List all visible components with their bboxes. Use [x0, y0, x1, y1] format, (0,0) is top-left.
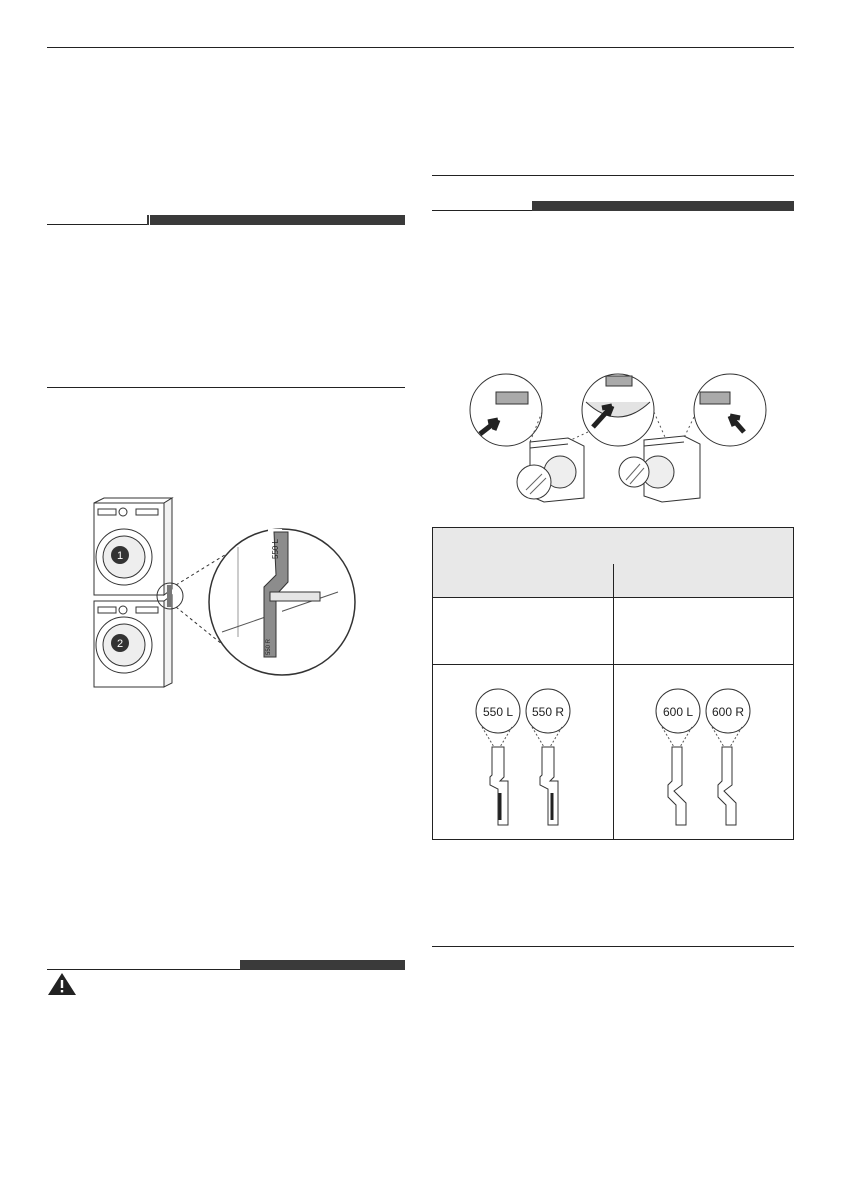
- bracket-table: [432, 527, 794, 840]
- callout-2: 2: [116, 638, 124, 650]
- warning-header-bar: [47, 960, 405, 970]
- right-section-header-bar: [432, 201, 794, 211]
- stacking-figure: [88, 497, 358, 689]
- bottom-section-rule: [432, 946, 794, 947]
- top-rule: [47, 47, 794, 48]
- section-header-bar: [47, 215, 405, 225]
- callout-1: 1: [116, 550, 124, 562]
- table-subheader-right: [614, 564, 793, 598]
- bracket-label-550r: 550 R: [531, 705, 565, 719]
- bracket-550-figure: [468, 685, 578, 830]
- table-divider: [613, 564, 614, 840]
- table-header-row: [433, 528, 793, 565]
- section-rule: [47, 387, 405, 388]
- bracket-label-550l: 550 L: [482, 705, 514, 719]
- table-row-divider: [433, 664, 793, 665]
- bracket-label-600l: 600 L: [662, 705, 694, 719]
- label-location-figure: [468, 372, 768, 510]
- bracket-label-600r: 600 R: [711, 705, 745, 719]
- bracket-label-top: 550 L: [271, 538, 280, 559]
- bracket-600-figure: [648, 685, 758, 830]
- right-section-rule: [432, 175, 794, 176]
- warning-icon: [47, 972, 77, 996]
- table-subheader-left: [433, 564, 613, 598]
- bracket-label-bottom: 550 R: [266, 638, 272, 655]
